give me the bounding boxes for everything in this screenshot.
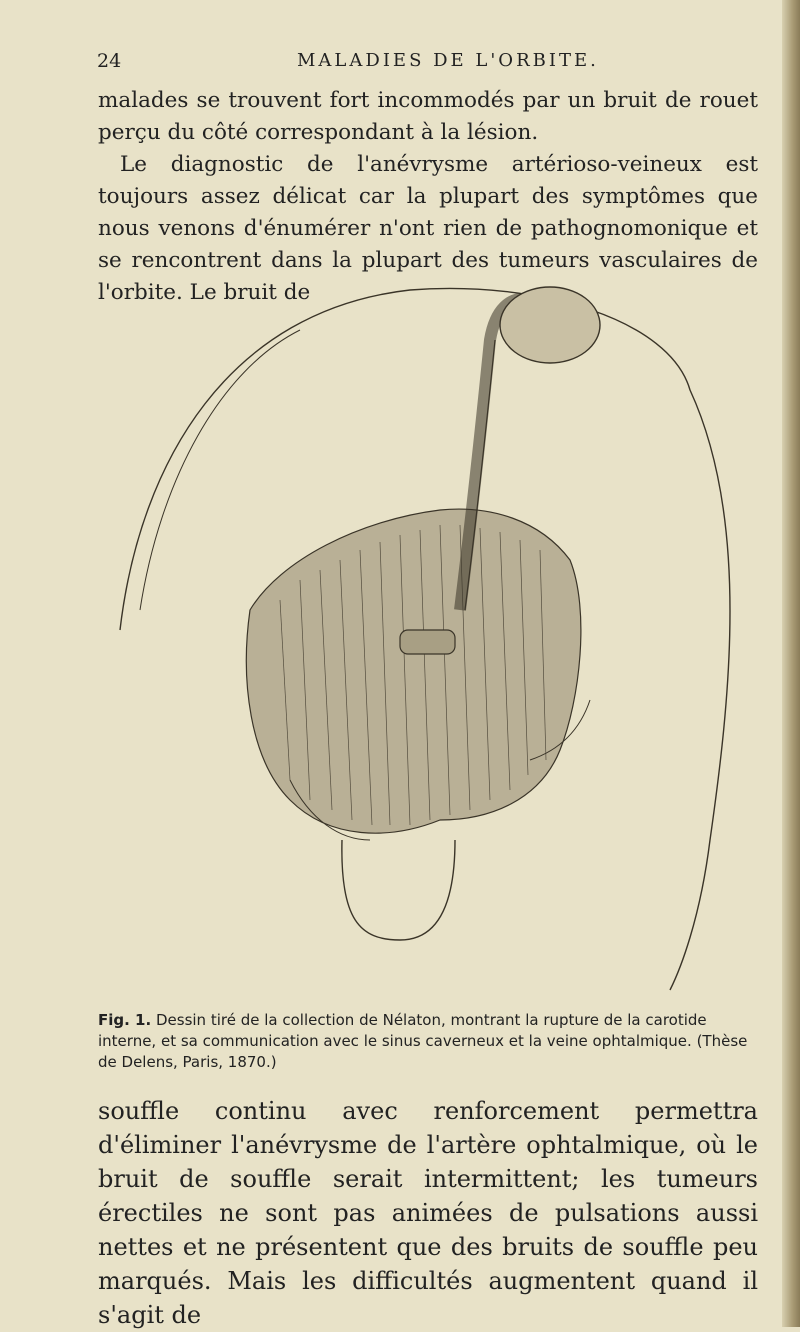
page-header: [97, 50, 757, 80]
figure-caption-text: Dessin tiré de la collection de Nélaton, montrant la rupture de la carotide interne, et sa communication avec le sinus caverneux et la veine ophtalmique. (Thèse de Delens, Paris, 1870.): [98, 1011, 748, 1071]
body-paragraph-top: [98, 85, 758, 309]
cavernous-sinus: [400, 630, 455, 654]
page-edge-shadow: [782, 0, 800, 1327]
paragraph-continuation: malades se trouvent fort incommodés par un bruit de rouet perçu du côté correspondant à la lésion.: [98, 88, 758, 145]
eyeball: [500, 287, 600, 363]
paragraph-diagnostic: Le diagnostic de l'anévrysme artérioso-veineux est toujours assez délicat car la plupart des symptômes que nous venons d'énumérer n'ont rien de pathognomonique et se rencontrent dans la plupart des tumeurs vasculaires de l'orbite. Le bruit de: [98, 152, 758, 305]
anatomical-figure: [110, 280, 760, 1000]
figure-label: Fig. 1.: [98, 1011, 152, 1029]
carotid-loop: [342, 840, 455, 940]
sphenoid-bone: [246, 509, 581, 833]
body-paragraph-bottom: souffle continu avec renforcement permettra d'éliminer l'anévrysme de l'artère ophtalmique, où le bruit de souffle serait intermittent; les tumeurs érectiles ne sont pas animées de pulsations aussi nettes et ne présentent que des bruits de souffle peu marqués. Mais les difficultés augmentent quand il s'agit de: [98, 1097, 758, 1329]
figure-caption: [98, 1010, 758, 1073]
running-title: MALADIES DE L'ORBITE.: [297, 50, 599, 71]
page-number: 24: [97, 50, 122, 72]
